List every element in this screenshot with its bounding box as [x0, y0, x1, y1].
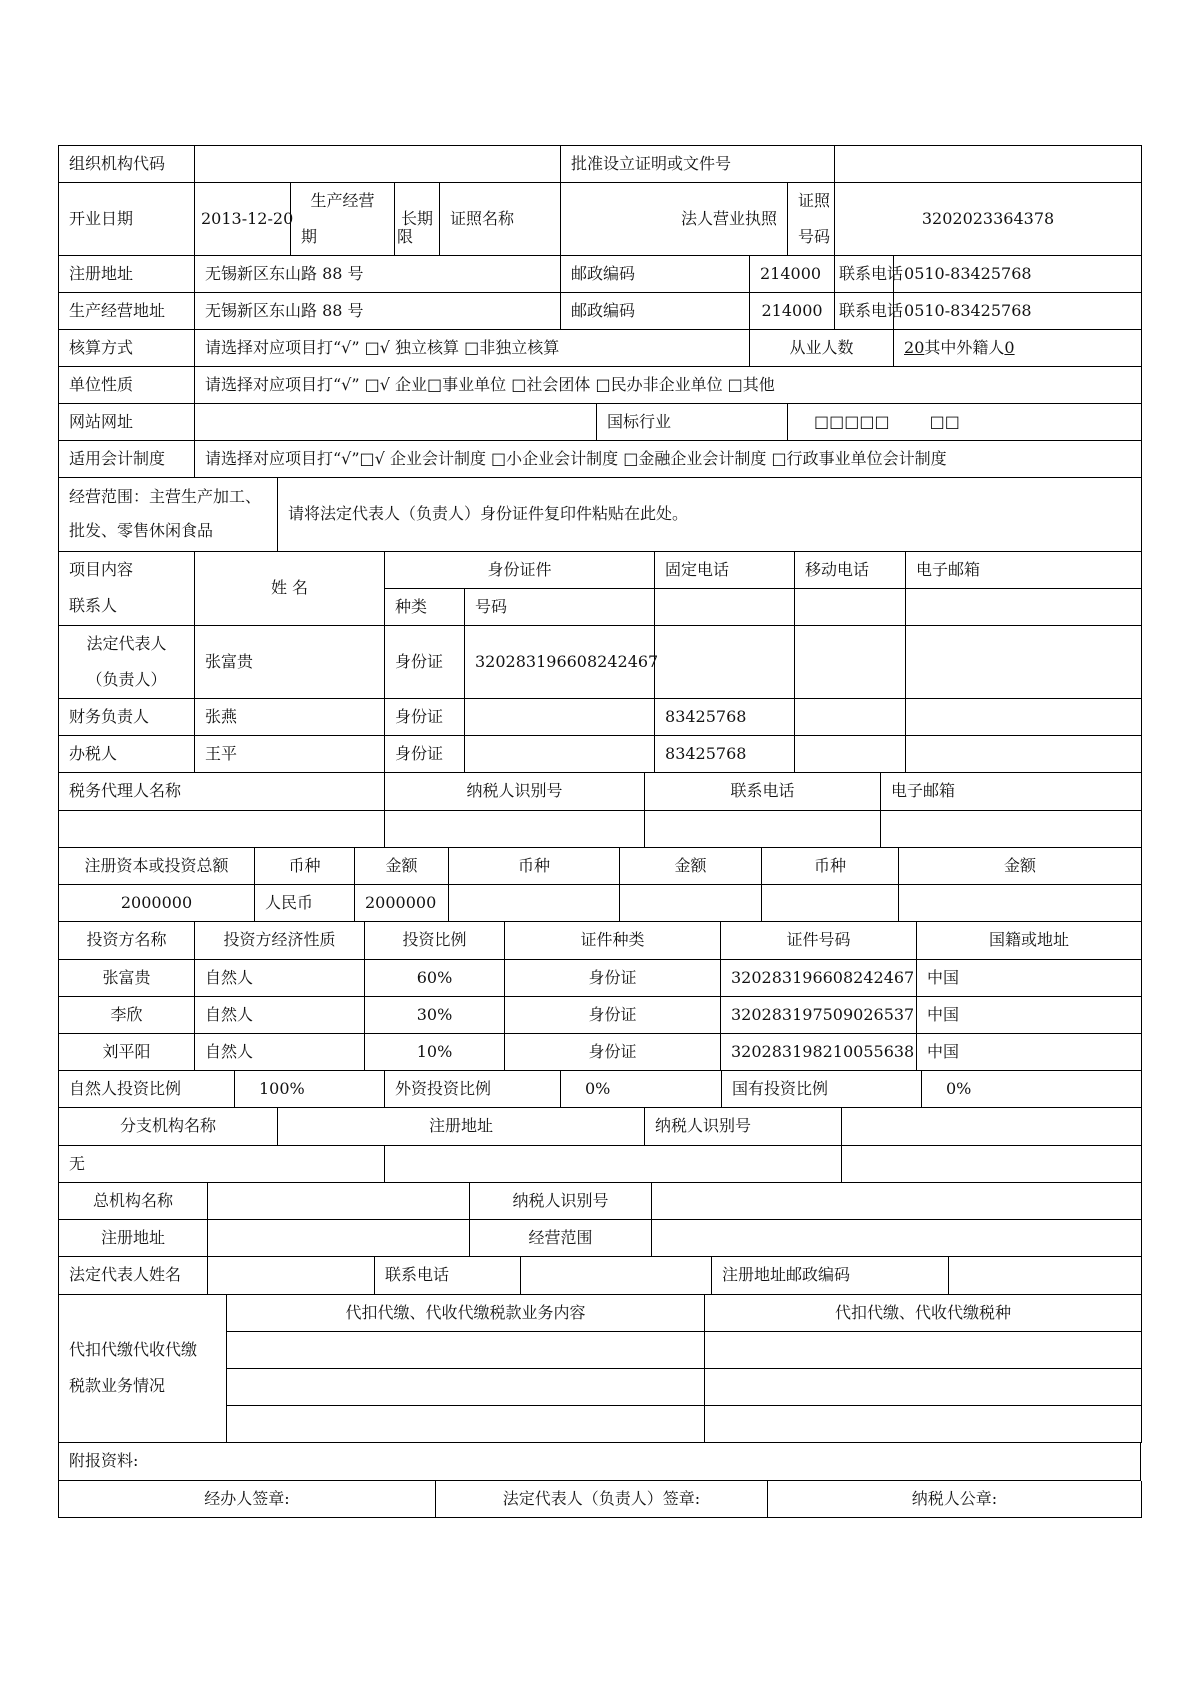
tax-agent-email-label: 电子邮箱	[881, 773, 1142, 810]
withholding-label-line1: 代扣代缴代收代缴	[69, 1340, 198, 1360]
investor-idtype: 身份证	[505, 959, 721, 996]
contacts-header-corner	[59, 552, 195, 626]
legal-rep-label-line1: 法定代表人	[86, 634, 167, 653]
legal-rep-name: 张富贵	[195, 626, 385, 699]
contacts-header-email: 电子邮箱	[906, 552, 1142, 589]
investor-idtype: 身份证	[505, 1033, 721, 1070]
withholding-types-header: 代扣代缴、代收代缴税种	[705, 1295, 1142, 1332]
org-code-label: 组织机构代码	[59, 146, 195, 183]
industry-code-boxes[interactable]	[788, 404, 1142, 441]
table-row	[59, 959, 1142, 996]
tax-handler-name: 王平	[195, 736, 385, 773]
scope-table	[58, 478, 1142, 552]
staff-count-label: 从业人数	[750, 330, 894, 367]
staff-count: 20	[904, 338, 925, 357]
accounting-method-label: 核算方式	[59, 330, 195, 367]
operating-postal-value: 214000	[750, 293, 835, 330]
open-date-label: 开业日期	[59, 183, 195, 256]
operating-address-value: 无锡新区东山路 88 号	[195, 293, 561, 330]
hq-legal-table	[58, 1257, 1142, 1295]
business-scope: 经营范围：主营生产加工、批发、零售休闲食品	[59, 478, 278, 551]
basic-info-table	[58, 145, 1142, 478]
investor-ratio: 10%	[365, 1033, 505, 1070]
registration-form	[58, 145, 1141, 1518]
operating-address-label: 生产经营地址	[59, 293, 195, 330]
amount-header-1: 金额	[355, 848, 449, 885]
open-date-value: 2013-12-20	[195, 183, 291, 256]
hq-taxid-label: 纳税人识别号	[470, 1183, 652, 1220]
legal-rep-signature[interactable]: 法定代表人（负责人）签章:	[436, 1481, 768, 1518]
operating-postal-label: 邮政编码	[561, 293, 750, 330]
tax-agent-phone-label: 联系电话	[645, 773, 881, 810]
investor-country: 中国	[917, 996, 1142, 1033]
investor-idno: 320283198210055638	[721, 1033, 917, 1070]
tax-agent-table	[58, 773, 1142, 848]
investor-country: 中国	[917, 959, 1142, 996]
investor-header-idno: 证件号码	[721, 922, 917, 959]
hq-name-label: 总机构名称	[59, 1183, 208, 1220]
website-label: 网站网址	[59, 404, 195, 441]
contacts-header-contact: 联系人	[69, 596, 118, 616]
industry-label: 国标行业	[597, 404, 788, 441]
branch-name-label: 分支机构名称	[59, 1108, 278, 1145]
operating-phone-value: 0510-83425768	[894, 293, 1142, 330]
branch-name-value: 无	[59, 1145, 385, 1182]
investor-header-idtype: 证件种类	[505, 922, 721, 959]
natural-ratio-value: 100%	[235, 1071, 385, 1108]
industry-code-boxes-1: □□□□□	[814, 412, 890, 431]
investor-header-ratio: 投资比例	[365, 922, 505, 959]
contacts-header-name: 姓 名	[195, 552, 385, 626]
investor-idno: 320283196608242467	[721, 959, 917, 996]
hq-postal-label: 注册地址邮政编码	[712, 1257, 949, 1294]
investor-header-nature: 投资方经济性质	[195, 922, 365, 959]
tax-handler-phone: 83425768	[655, 736, 795, 773]
investor-idtype: 身份证	[505, 996, 721, 1033]
amount-header-2: 金额	[620, 848, 762, 885]
capital-table	[58, 848, 1142, 923]
handler-signature[interactable]: 经办人签章:	[59, 1481, 436, 1518]
currency-value-1: 人民币	[255, 885, 355, 922]
branch-address-label: 注册地址	[278, 1108, 645, 1145]
branch-table	[58, 1108, 1142, 1183]
operation-period-label-char1: 期	[301, 227, 318, 246]
operation-period-label-char2: 限	[397, 227, 414, 246]
investor-nature: 自然人	[195, 1033, 365, 1070]
tax-handler-label: 办税人	[59, 736, 195, 773]
contacts-header-id-number: 号码	[465, 589, 655, 626]
hq-scope-label: 经营范围	[470, 1220, 652, 1257]
contacts-header-id: 身份证件	[385, 552, 655, 589]
investor-header-country: 国籍或地址	[917, 922, 1142, 959]
contacts-table	[58, 552, 1142, 774]
legal-rep-id-number: 320283196608242467	[465, 626, 655, 699]
contacts-header-phone: 固定电话	[655, 552, 795, 589]
amount-header-3: 金额	[899, 848, 1142, 885]
license-number-label-line2: 号码	[798, 227, 831, 246]
website-field[interactable]	[195, 404, 597, 441]
accounting-system-label: 适用会计制度	[59, 441, 195, 478]
table-row	[59, 699, 1142, 736]
capital-total: 2000000	[59, 885, 255, 922]
hq-phone-label: 联系电话	[375, 1257, 521, 1294]
operation-period-label	[291, 183, 414, 256]
investor-name: 李欣	[59, 996, 195, 1033]
investor-nature: 自然人	[195, 996, 365, 1033]
unit-nature-label: 单位性质	[59, 367, 195, 404]
industry-code-boxes-2: □□	[929, 412, 960, 431]
legal-rep-label-line2: （负责人）	[86, 670, 167, 689]
accounting-system-options[interactable]: 请选择对应项目打“√”□√ 企业会计制度 □小企业会计制度 □金融企业会计制度 □行政事业单位会计制度	[195, 441, 1142, 478]
table-row	[59, 996, 1142, 1033]
license-name-value: 法人营业执照	[561, 183, 788, 256]
approval-doc-label: 批准设立证明或文件号	[561, 146, 835, 183]
attachments-label: 附报资料:	[59, 1443, 1141, 1480]
contacts-header-item: 项目内容	[69, 560, 134, 580]
finance-head-id-type: 身份证	[385, 699, 465, 736]
tax-agent-name-label: 税务代理人名称	[59, 773, 385, 810]
investor-header-name: 投资方名称	[59, 922, 195, 959]
withholding-content-header: 代扣代缴、代收代缴税款业务内容	[227, 1295, 705, 1332]
headquarters-table	[58, 1183, 1142, 1258]
currency-header-3: 币种	[762, 848, 899, 885]
investor-idno: 320283197509026537	[721, 996, 917, 1033]
registered-phone-label: 联系电话	[835, 256, 894, 293]
attachments-table	[58, 1443, 1141, 1481]
investor-ratio: 60%	[365, 959, 505, 996]
taxpayer-seal[interactable]: 纳税人公章:	[768, 1481, 1142, 1518]
accounting-method-options[interactable]: 请选择对应项目打“√” □√ 独立核算 □非独立核算	[195, 330, 750, 367]
investor-name: 张富贵	[59, 959, 195, 996]
operation-period-label-line1: 生产经营	[310, 191, 375, 210]
operation-period-value: 长期	[395, 183, 440, 256]
license-number-label	[788, 183, 835, 256]
registered-address-label: 注册地址	[59, 256, 195, 293]
registered-postal-label: 邮政编码	[561, 256, 750, 293]
legal-rep-id-type: 身份证	[385, 626, 465, 699]
investment-ratio-table	[58, 1071, 1142, 1109]
registered-postal-value: 214000	[750, 256, 835, 293]
foreign-ratio-value: 0%	[561, 1071, 722, 1108]
contacts-header-mobile: 移动电话	[795, 552, 906, 589]
org-code-field[interactable]	[195, 146, 561, 183]
currency-header-1: 币种	[255, 848, 355, 885]
table-row	[59, 1033, 1142, 1070]
amount-value-1: 2000000	[355, 885, 449, 922]
foreign-ratio-label: 外资投资比例	[385, 1071, 561, 1108]
investor-ratio: 30%	[365, 996, 505, 1033]
license-name-label: 证照名称	[440, 183, 561, 256]
table-row	[59, 626, 1142, 699]
license-number-value: 3202023364378	[835, 183, 1142, 256]
investor-name: 刘平阳	[59, 1033, 195, 1070]
withholding-label	[59, 1295, 227, 1443]
unit-nature-options[interactable]: 请选择对应项目打“√” □√ 企业□事业单位 □社会团体 □民办非企业单位 □其他	[195, 367, 1142, 404]
legal-rep-label	[59, 626, 195, 699]
currency-header-2: 币种	[449, 848, 620, 885]
withholding-table	[58, 1295, 1142, 1444]
finance-head-label: 财务负责人	[59, 699, 195, 736]
finance-head-name: 张燕	[195, 699, 385, 736]
withholding-label-line2: 税款业务情况	[69, 1376, 166, 1396]
staff-count-value	[894, 330, 1142, 367]
table-row	[59, 736, 1142, 773]
registered-address-value: 无锡新区东山路 88 号	[195, 256, 561, 293]
investor-country: 中国	[917, 1033, 1142, 1070]
operating-phone-label: 联系电话	[835, 293, 894, 330]
signature-table	[58, 1481, 1142, 1519]
foreign-staff-label: 其中外籍人	[924, 338, 1005, 357]
contacts-header-id-type: 种类	[385, 589, 465, 626]
investor-nature: 自然人	[195, 959, 365, 996]
state-ratio-value: 0%	[922, 1071, 1142, 1108]
state-ratio-label: 国有投资比例	[722, 1071, 922, 1108]
finance-head-phone: 83425768	[655, 699, 795, 736]
tax-handler-id-type: 身份证	[385, 736, 465, 773]
natural-ratio-label: 自然人投资比例	[59, 1071, 235, 1108]
investors-table	[58, 922, 1142, 1071]
license-number-label-line1: 证照	[798, 191, 831, 210]
foreign-staff-count: 0	[1004, 338, 1015, 357]
branch-taxid-label: 纳税人识别号	[645, 1108, 842, 1145]
capital-label: 注册资本或投资总额	[59, 848, 255, 885]
registered-phone-value: 0510-83425768	[894, 256, 1142, 293]
id-copy-paste-area: 请将法定代表人（负责人）身份证件复印件粘贴在此处。	[278, 478, 1142, 551]
approval-doc-field[interactable]	[835, 146, 1142, 183]
tax-agent-taxid-label: 纳税人识别号	[385, 773, 645, 810]
hq-legal-name-label: 法定代表人姓名	[59, 1257, 208, 1294]
hq-address-label: 注册地址	[59, 1220, 208, 1257]
